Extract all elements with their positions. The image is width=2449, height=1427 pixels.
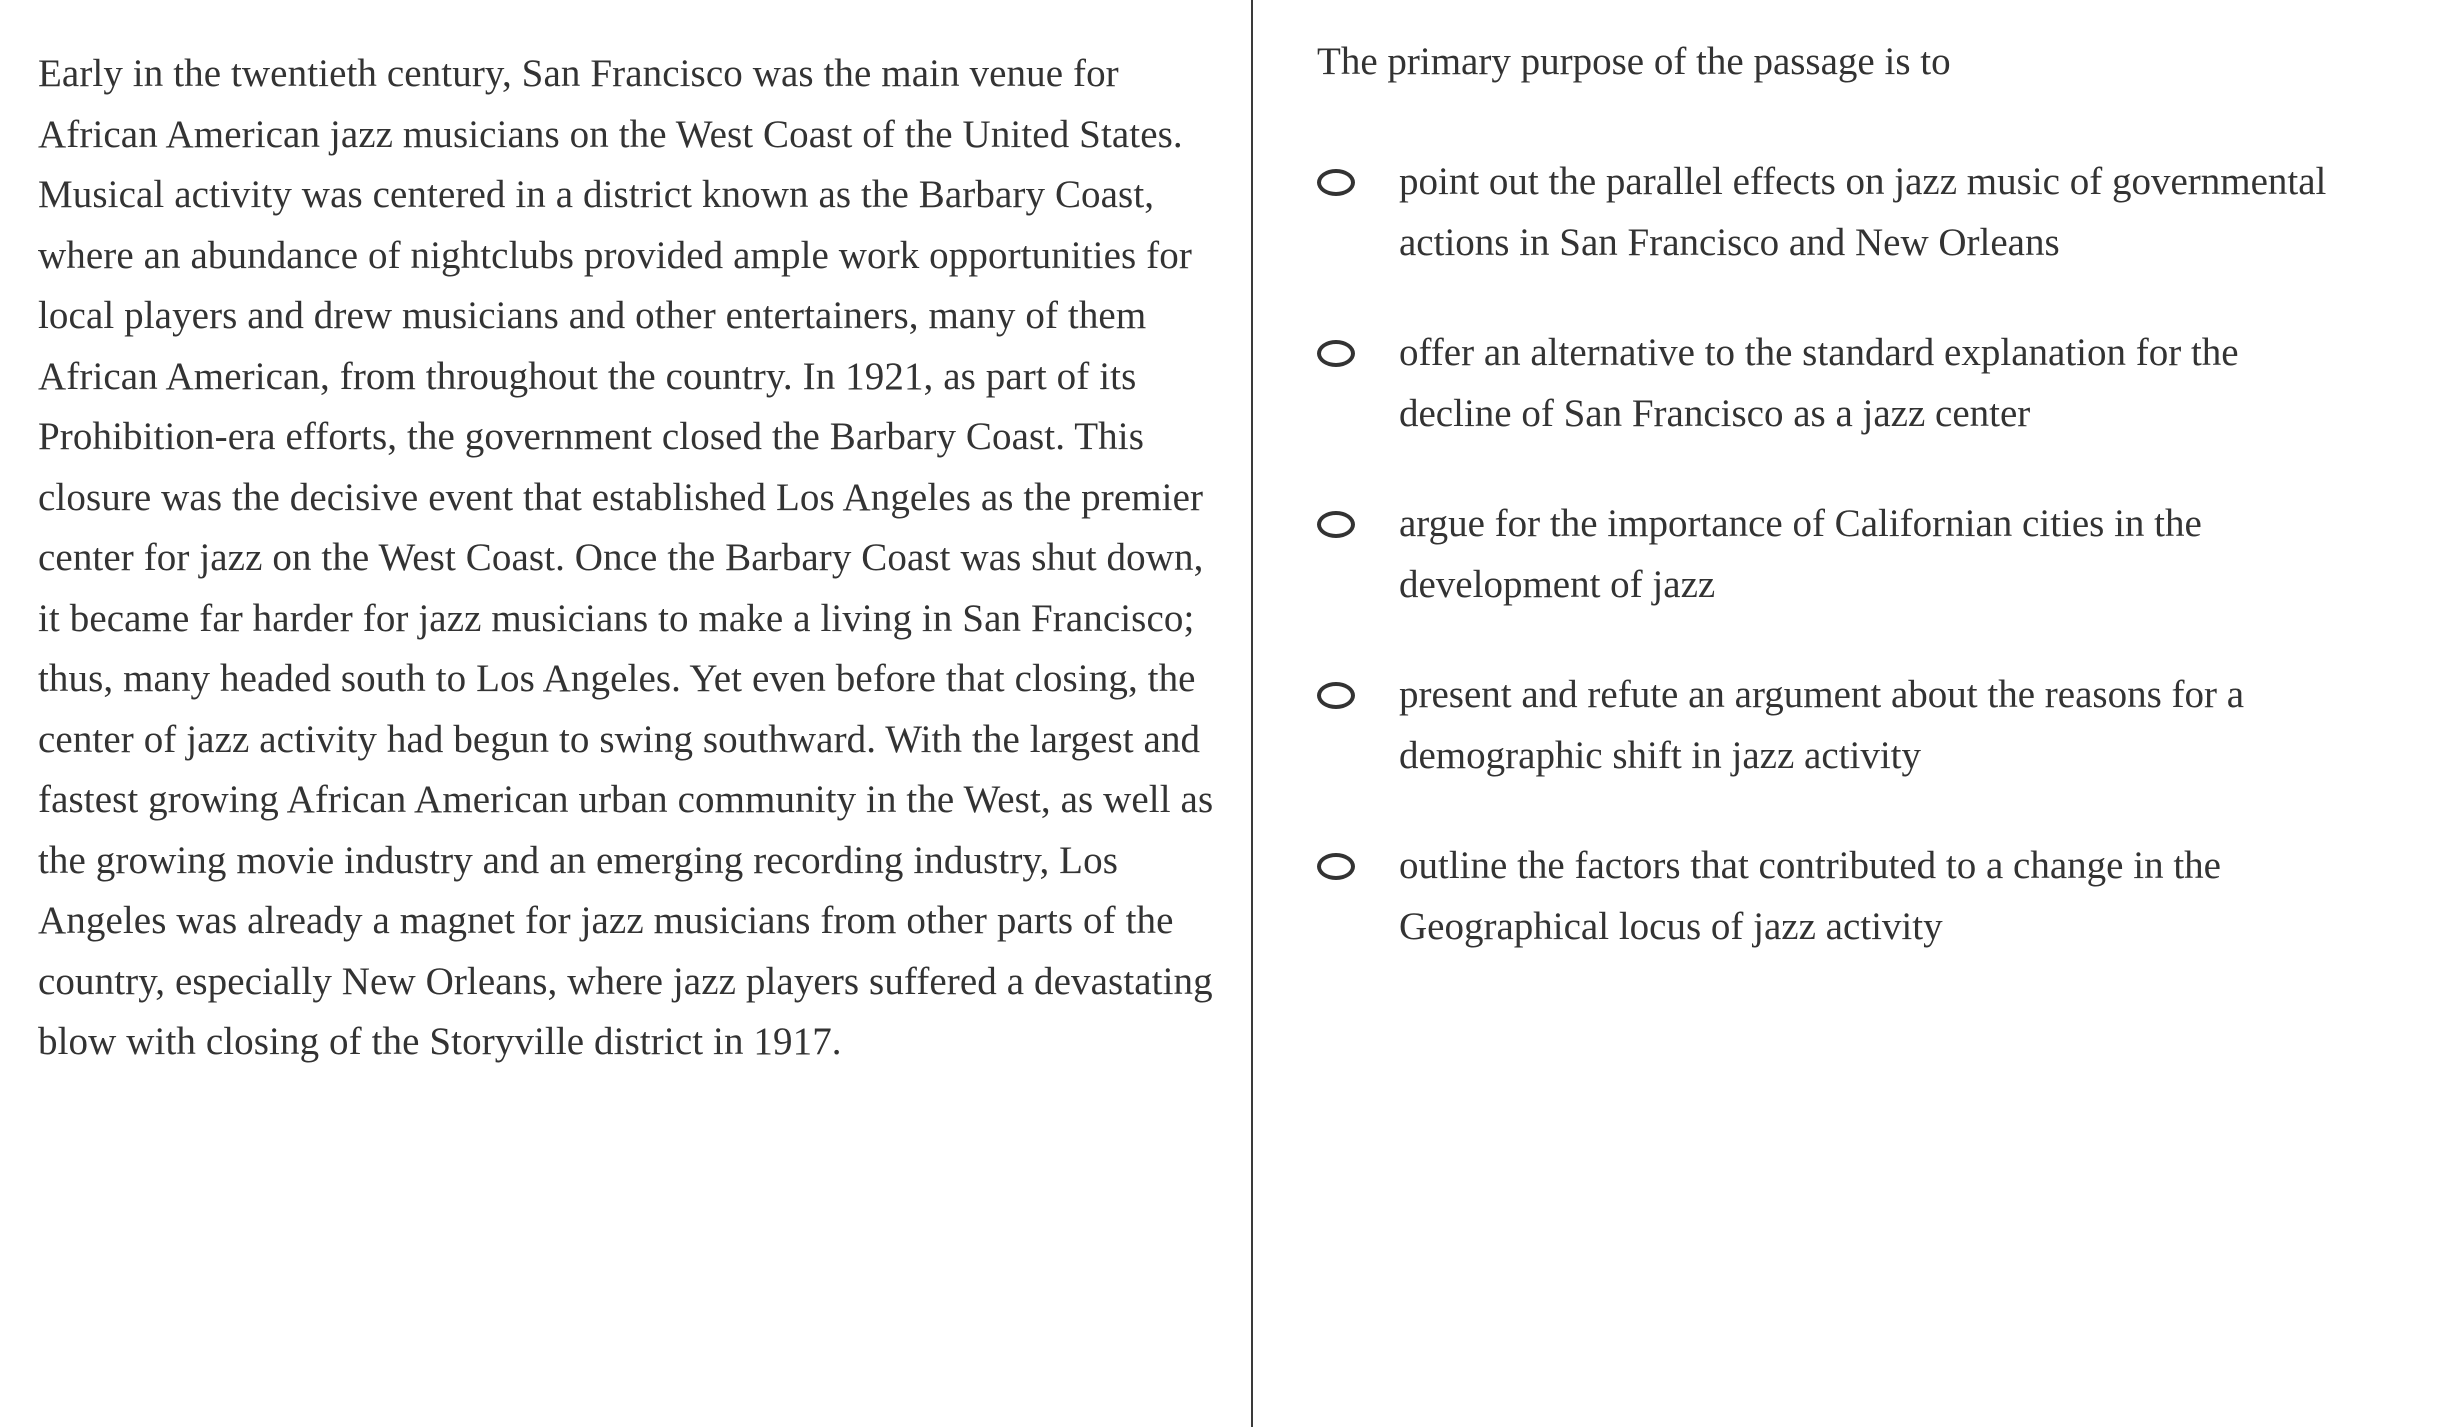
answer-choice-e[interactable]	[1317, 836, 2409, 957]
passage-text: Early in the twentieth century, San Francisco was the main venue for African American jazz musicians on the West Coast of the United States. Musical activity was centered in a district known as the Barbary Coast, where an abundance of nightclubs provided ample work opportunities for local players and drew musicians and other entertainers, many of them African American, from throughout the country. In 1921, as part of its Prohibition-era efforts, the government closed the Barbary Coast. This closure was the decisive event that established Los Angeles as the premier center for jazz on the West Coast. Once the Barbary Coast was shut down, it became far harder for jazz musicians to make a living in San Francisco; thus, many headed south to Los Angeles. Yet even before that closing, the center of jazz activity had begun to swing southward. With the largest and fastest growing African American urban community in the West, as well as the growing movie industry and an emerging recording industry, Los Angeles was already a magnet for jazz musicians from other parts of the country, especially New Orleans, where jazz players suffered a devastating blow with closing of the Storyville district in 1917.	[38, 52, 1214, 1063]
radio-button-icon[interactable]	[1317, 682, 1355, 709]
radio-button-icon[interactable]	[1317, 169, 1355, 196]
radio-button-icon[interactable]	[1317, 340, 1355, 367]
answer-choice-label[interactable]: offer an alternative to the standard explanation for the decline of San Francisco as a jazz center	[1399, 331, 2239, 435]
radio-button-icon[interactable]	[1317, 853, 1355, 880]
question-stem: The primary purpose of the passage is to	[1317, 40, 1951, 83]
answer-choice-d[interactable]	[1317, 665, 2409, 786]
answer-choice-c[interactable]	[1317, 494, 2409, 615]
answer-choice-a[interactable]	[1317, 152, 2409, 273]
question-pane	[1253, 0, 2449, 1427]
radio-button-icon[interactable]	[1317, 511, 1355, 538]
answer-choice-label[interactable]: argue for the importance of Californian cities in the development of jazz	[1399, 502, 2202, 606]
answer-choice-b[interactable]	[1317, 323, 2409, 444]
answer-choice-label[interactable]: point out the parallel effects on jazz music of governmental actions in San Francisco and New Orleans	[1399, 160, 2327, 264]
answer-choice-label[interactable]: outline the factors that contributed to a change in the Geographical locus of jazz activity	[1399, 844, 2221, 948]
answer-choices	[1317, 152, 2409, 957]
answer-choice-label[interactable]: present and refute an argument about the reasons for a demographic shift in jazz activity	[1399, 673, 2245, 777]
